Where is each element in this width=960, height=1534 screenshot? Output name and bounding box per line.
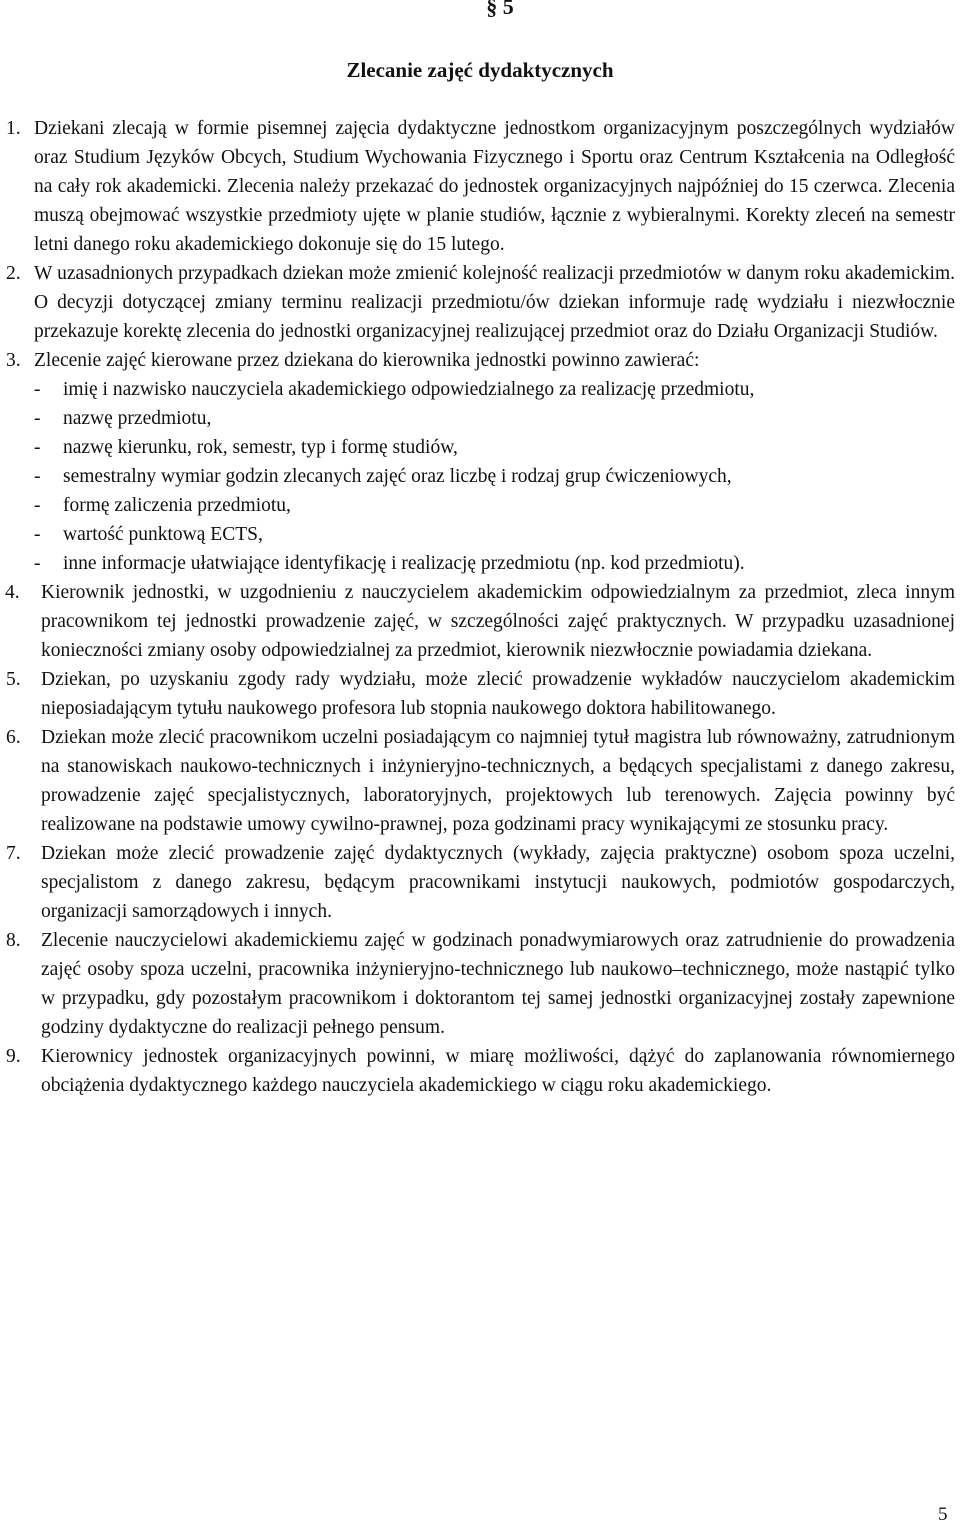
paragraph-number: 6. xyxy=(6,727,21,748)
paragraph-2 xyxy=(0,259,960,346)
section-mark: § 5 xyxy=(486,0,514,19)
dash-marker: - xyxy=(34,408,41,429)
paragraph-text: Zlecenie zajęć kierowane przez dziekana do kierownika jednostki powinno zawierać: xyxy=(34,350,700,371)
paragraph-9 xyxy=(0,1042,960,1100)
paragraph-number: 1. xyxy=(6,118,21,139)
list-item xyxy=(0,462,960,491)
paragraph-number: 2. xyxy=(6,263,21,284)
paragraph-6 xyxy=(0,723,960,839)
dash-marker: - xyxy=(34,437,41,458)
paragraph-number: 4. xyxy=(5,582,20,603)
dash-marker: - xyxy=(34,495,41,516)
list-item xyxy=(0,520,960,549)
paragraph-text: Dziekan może zlecić pracownikom uczelni posiadającym co najmniej tytuł magistra lub równoważny, zatrudnionym na stanowiskach naukowo-technicznych i inżynieryjno-technicznych, a będących specjalistami z danego zakresu, prowadzenie zajęć specjalistycznych, laboratoryjnych, projektowych lub terenowych. Zajęcia powinny być realizowane na podstawie umowy cywilno-prawnej, poza godzinami pracy wynikającymi ze stosunku pracy. xyxy=(41,727,955,835)
dash-marker: - xyxy=(34,553,41,574)
paragraph-4 xyxy=(0,578,960,665)
list-item xyxy=(0,404,960,433)
list-item xyxy=(0,433,960,462)
paragraph-1 xyxy=(0,114,960,259)
list-item-text: wartość punktową ECTS, xyxy=(63,524,263,545)
section-title: Zlecanie zajęć dydaktycznych xyxy=(346,58,614,82)
paragraph-text: Dziekan, po uzyskaniu zgody rady wydziału, może zlecić prowadzenie wykładów nauczycielom akademickim nieposiadającym tytułu naukowego profesora lub stopnia naukowego doktora habilitowanego. xyxy=(41,669,955,719)
paragraph-text: W uzasadnionych przypadkach dziekan może zmienić kolejność realizacji przedmiotów w danym roku akademickim. O decyzji dotyczącej zmiany terminu realizacji przedmiotu/ów dziekan informuje radę wydziału i niezwłocznie przekazuje korektę zlecenia do jednostki organizacyjnej realizującej przedmiot oraz do Działu Organizacji Studiów. xyxy=(34,263,955,342)
paragraph-3 xyxy=(0,346,960,375)
paragraph-number: 7. xyxy=(6,843,21,864)
list-item-text: inne informacje ułatwiające identyfikację i realizację przedmiotu (np. kod przedmiotu). xyxy=(63,553,745,574)
list-item-text: semestralny wymiar godzin zlecanych zajęć oraz liczbę i rodzaj grup ćwiczeniowych, xyxy=(63,466,732,487)
paragraph-number: 5. xyxy=(6,669,21,690)
list-item xyxy=(0,375,960,404)
list-item xyxy=(0,491,960,520)
dash-marker: - xyxy=(34,379,41,400)
page-number: 5 xyxy=(938,1504,948,1525)
paragraph-text: Dziekan może zlecić prowadzenie zajęć dydaktycznych (wykłady, zajęcia praktyczne) osobom spoza uczelni, specjalistom z danego zakresu, będącym pracownikami instytucji naukowych, podmiotów gospodarczych, organizacji samorządowych i innych. xyxy=(41,843,955,922)
dash-marker: - xyxy=(34,524,41,545)
section-content xyxy=(0,114,960,1100)
paragraph-text: Kierownicy jednostek organizacyjnych powinni, w miarę możliwości, dążyć do zaplanowania równomiernego obciążenia dydaktycznego każdego nauczyciela akademickiego w ciągu roku akademickiego. xyxy=(41,1046,955,1096)
paragraph-5 xyxy=(0,665,960,723)
list-item-text: nazwę kierunku, rok, semestr, typ i formę studiów, xyxy=(63,437,458,458)
paragraph-7 xyxy=(0,839,960,926)
dash-marker: - xyxy=(34,466,41,487)
paragraph-number: 3. xyxy=(6,350,21,371)
list-item-text: imię i nazwisko nauczyciela akademickiego odpowiedzialnego za realizację przedmiotu, xyxy=(63,379,755,400)
list-item xyxy=(0,549,960,578)
paragraph-text: Kierownik jednostki, w uzgodnieniu z nauczycielem akademickim odpowiedzialnym za przedmiot, zleca innym pracownikom tej jednostki prowadzenie zajęć, w szczególności zajęć praktycznych. W przypadku uzasadnionej konieczności zmiany osoby odpowiedzialnej za przedmiot, kierownik niezwłocznie powiadamia dziekana. xyxy=(41,582,955,661)
list-item-text: nazwę przedmiotu, xyxy=(63,408,212,429)
list-item-text: formę zaliczenia przedmiotu, xyxy=(63,495,291,516)
paragraph-number: 8. xyxy=(6,930,21,951)
paragraph-number: 9. xyxy=(6,1046,21,1067)
paragraph-8 xyxy=(0,926,960,1042)
paragraph-text: Zlecenie nauczycielowi akademickiemu zajęć w godzinach ponadwymiarowych oraz zatrudnienie do prowadzenia zajęć osoby spoza uczelni, pracownika inżynieryjno-technicznego lub naukowo–technicznego, może nastąpić tylko w przypadku, gdy pozostałym pracownikom i doktorantom tej samej jednostki organizacyjnej zostały zapewnione godziny dydaktyczne do realizacji pełnego pensum. xyxy=(41,930,955,1038)
paragraph-text: Dziekani zlecają w formie pisemnej zajęcia dydaktyczne jednostkom organizacyjnym poszczególnych wydziałów oraz Studium Języków Obcych, Studium Wychowania Fizycznego i Sportu oraz Centrum Kształcenia na Odległość na cały rok akademicki. Zlecenia należy przekazać do jednostek organizacyjnych najpóźniej do 15 czerwca. Zlecenia muszą obejmować wszystkie przedmioty ujęte w planie studiów, łącznie z wybieralnymi. Korekty zleceń na semestr letni danego roku akademickiego dokonuje się do 15 lutego. xyxy=(34,118,955,255)
